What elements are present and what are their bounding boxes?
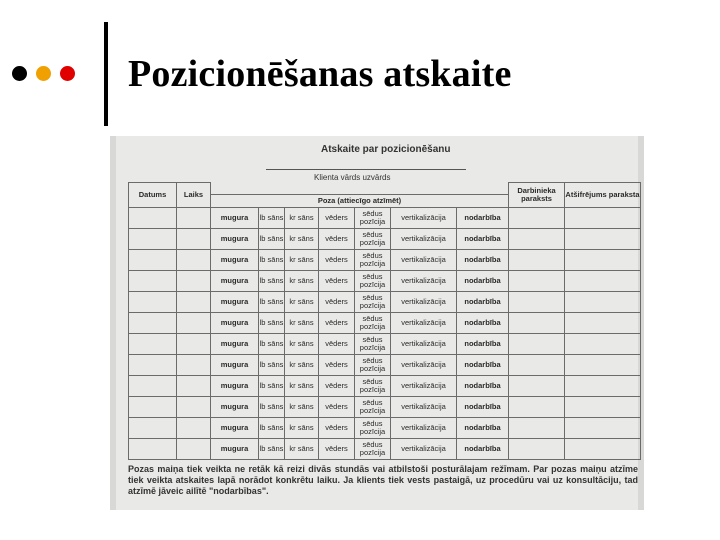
position-back-cell: mugura — [211, 396, 259, 417]
approver-signature-cell[interactable] — [565, 249, 641, 270]
position-left-side-cell: lb sāns — [259, 354, 285, 375]
header-spacer — [211, 183, 509, 195]
instruction-note: Pozas maiņa tiek veikta ne retāk kā reizi divās stundās vai atbilstoši posturālajam režīmam. Par pozas maiņu atzīme tiek veikta atskaites lapā norādot konkrētu laiku. Ja klients tiek vests pastaigā, uz procedūru vai uz konsultāciju, tad atzīmē jāveic ailītē "nodarbības". — [128, 464, 638, 496]
document-photo — [110, 136, 644, 510]
position-back-cell: mugura — [211, 333, 259, 354]
position-sitting-cell: sēdus pozīcija — [355, 291, 391, 312]
position-sitting-cell: sēdus pozīcija — [355, 270, 391, 291]
approver-signature-cell[interactable] — [565, 417, 641, 438]
position-stomach-cell: vēders — [319, 438, 355, 459]
position-right-side-cell: kr sāns — [285, 438, 319, 459]
verticalization-cell: vertikalizācija — [391, 312, 457, 333]
position-right-side-cell: kr sāns — [285, 375, 319, 396]
position-sitting-cell: sēdus pozīcija — [355, 396, 391, 417]
position-left-side-cell: lb sāns — [259, 312, 285, 333]
position-right-side-cell: kr sāns — [285, 270, 319, 291]
worker-signature-cell[interactable] — [509, 438, 565, 459]
time-cell[interactable] — [177, 333, 211, 354]
position-stomach-cell: vēders — [319, 291, 355, 312]
activity-cell: nodarbība — [457, 249, 509, 270]
verticalization-cell: vertikalizācija — [391, 396, 457, 417]
position-right-side-cell: kr sāns — [285, 228, 319, 249]
activity-cell: nodarbība — [457, 375, 509, 396]
table-row — [129, 312, 641, 333]
client-name-label: Klienta vārds uzvārds — [314, 173, 391, 182]
position-sitting-cell: sēdus pozīcija — [355, 228, 391, 249]
table-row — [129, 333, 641, 354]
verticalization-cell: vertikalizācija — [391, 438, 457, 459]
position-right-side-cell: kr sāns — [285, 249, 319, 270]
activity-cell: nodarbība — [457, 396, 509, 417]
table-row — [129, 438, 641, 459]
position-left-side-cell: lb sāns — [259, 249, 285, 270]
verticalization-cell: vertikalizācija — [391, 249, 457, 270]
position-back-cell: mugura — [211, 270, 259, 291]
worker-signature-cell[interactable] — [509, 270, 565, 291]
time-cell[interactable] — [177, 312, 211, 333]
orange-dot-icon — [36, 66, 51, 81]
activity-cell: nodarbība — [457, 291, 509, 312]
time-cell[interactable] — [177, 438, 211, 459]
position-back-cell: mugura — [211, 312, 259, 333]
date-cell[interactable] — [129, 207, 177, 228]
approver-signature-cell[interactable] — [565, 270, 641, 291]
position-sitting-cell: sēdus pozīcija — [355, 438, 391, 459]
red-dot-icon — [60, 66, 75, 81]
position-left-side-cell: lb sāns — [259, 375, 285, 396]
approver-signature-cell[interactable] — [565, 207, 641, 228]
position-left-side-cell: lb sāns — [259, 417, 285, 438]
table-row — [129, 417, 641, 438]
black-dot-icon — [12, 66, 27, 81]
verticalization-cell: vertikalizācija — [391, 354, 457, 375]
table-body — [129, 207, 641, 459]
header-time: Laiks — [177, 183, 211, 208]
approver-signature-cell[interactable] — [565, 291, 641, 312]
worker-signature-cell[interactable] — [509, 207, 565, 228]
table-row — [129, 291, 641, 312]
position-back-cell: mugura — [211, 249, 259, 270]
approver-signature-cell[interactable] — [565, 333, 641, 354]
worker-signature-cell[interactable] — [509, 249, 565, 270]
verticalization-cell: vertikalizācija — [391, 375, 457, 396]
table-row — [129, 375, 641, 396]
activity-cell: nodarbība — [457, 207, 509, 228]
position-right-side-cell: kr sāns — [285, 417, 319, 438]
activity-cell: nodarbība — [457, 333, 509, 354]
position-stomach-cell: vēders — [319, 375, 355, 396]
table-row — [129, 228, 641, 249]
header-position: Poza (attiecīgo atzīmēt) — [211, 194, 509, 207]
title-divider — [104, 22, 108, 126]
time-cell[interactable] — [177, 207, 211, 228]
client-name-line — [266, 169, 466, 170]
approver-signature-cell[interactable] — [565, 228, 641, 249]
position-right-side-cell: kr sāns — [285, 354, 319, 375]
position-left-side-cell: lb sāns — [259, 291, 285, 312]
position-left-side-cell: lb sāns — [259, 270, 285, 291]
date-cell[interactable] — [129, 228, 177, 249]
verticalization-cell: vertikalizācija — [391, 270, 457, 291]
verticalization-cell: vertikalizācija — [391, 417, 457, 438]
position-stomach-cell: vēders — [319, 270, 355, 291]
position-left-side-cell: lb sāns — [259, 228, 285, 249]
verticalization-cell: vertikalizācija — [391, 333, 457, 354]
position-sitting-cell: sēdus pozīcija — [355, 333, 391, 354]
time-cell[interactable] — [177, 291, 211, 312]
position-stomach-cell: vēders — [319, 333, 355, 354]
position-right-side-cell: kr sāns — [285, 312, 319, 333]
header-worker-signature: Darbinieka paraksts — [509, 183, 565, 208]
time-cell[interactable] — [177, 228, 211, 249]
time-cell[interactable] — [177, 375, 211, 396]
table-row — [129, 270, 641, 291]
worker-signature-cell[interactable] — [509, 228, 565, 249]
time-cell[interactable] — [177, 354, 211, 375]
worker-signature-cell[interactable] — [509, 354, 565, 375]
activity-cell: nodarbība — [457, 228, 509, 249]
position-back-cell: mugura — [211, 417, 259, 438]
time-cell[interactable] — [177, 417, 211, 438]
position-sitting-cell: sēdus pozīcija — [355, 375, 391, 396]
table-row — [129, 396, 641, 417]
position-right-side-cell: kr sāns — [285, 207, 319, 228]
activity-cell: nodarbība — [457, 438, 509, 459]
position-sitting-cell: sēdus pozīcija — [355, 417, 391, 438]
worker-signature-cell[interactable] — [509, 417, 565, 438]
position-left-side-cell: lb sāns — [259, 396, 285, 417]
approver-signature-cell[interactable] — [565, 375, 641, 396]
position-sitting-cell: sēdus pozīcija — [355, 249, 391, 270]
date-cell[interactable] — [129, 333, 177, 354]
slide-title: Pozicionēšanas atskaite — [128, 53, 512, 95]
approver-signature-cell[interactable] — [565, 312, 641, 333]
position-stomach-cell: vēders — [319, 396, 355, 417]
document-sheet — [116, 136, 638, 510]
position-back-cell: mugura — [211, 354, 259, 375]
position-stomach-cell: vēders — [319, 207, 355, 228]
worker-signature-cell[interactable] — [509, 396, 565, 417]
verticalization-cell: vertikalizācija — [391, 228, 457, 249]
position-right-side-cell: kr sāns — [285, 333, 319, 354]
activity-cell: nodarbība — [457, 312, 509, 333]
positioning-table — [128, 182, 641, 460]
activity-cell: nodarbība — [457, 417, 509, 438]
position-back-cell: mugura — [211, 375, 259, 396]
table-row — [129, 354, 641, 375]
approver-signature-cell[interactable] — [565, 438, 641, 459]
header-approver-signature: Atšifrējums paraksta — [565, 183, 641, 208]
position-back-cell: mugura — [211, 228, 259, 249]
worker-signature-cell[interactable] — [509, 333, 565, 354]
activity-cell: nodarbība — [457, 270, 509, 291]
worker-signature-cell[interactable] — [509, 312, 565, 333]
header-date: Datums — [129, 183, 177, 208]
position-stomach-cell: vēders — [319, 249, 355, 270]
date-cell[interactable] — [129, 270, 177, 291]
worker-signature-cell[interactable] — [509, 375, 565, 396]
date-cell[interactable] — [129, 438, 177, 459]
position-back-cell: mugura — [211, 438, 259, 459]
position-right-side-cell: kr sāns — [285, 291, 319, 312]
verticalization-cell: vertikalizācija — [391, 291, 457, 312]
date-cell[interactable] — [129, 417, 177, 438]
verticalization-cell: vertikalizācija — [391, 207, 457, 228]
position-sitting-cell: sēdus pozīcija — [355, 207, 391, 228]
position-sitting-cell: sēdus pozīcija — [355, 354, 391, 375]
position-left-side-cell: lb sāns — [259, 333, 285, 354]
time-cell[interactable] — [177, 396, 211, 417]
position-left-side-cell: lb sāns — [259, 438, 285, 459]
date-cell[interactable] — [129, 354, 177, 375]
activity-cell: nodarbība — [457, 354, 509, 375]
table-row — [129, 207, 641, 228]
date-cell[interactable] — [129, 375, 177, 396]
position-back-cell: mugura — [211, 291, 259, 312]
position-right-side-cell: kr sāns — [285, 396, 319, 417]
time-cell[interactable] — [177, 270, 211, 291]
document-title: Atskaite par pozicionēšanu — [321, 144, 451, 155]
table-row — [129, 249, 641, 270]
position-back-cell: mugura — [211, 207, 259, 228]
worker-signature-cell[interactable] — [509, 291, 565, 312]
position-stomach-cell: vēders — [319, 417, 355, 438]
date-cell[interactable] — [129, 249, 177, 270]
time-cell[interactable] — [177, 249, 211, 270]
date-cell[interactable] — [129, 291, 177, 312]
position-stomach-cell: vēders — [319, 354, 355, 375]
position-sitting-cell: sēdus pozīcija — [355, 312, 391, 333]
approver-signature-cell[interactable] — [565, 396, 641, 417]
position-stomach-cell: vēders — [319, 312, 355, 333]
bullet-dots — [12, 66, 75, 81]
position-stomach-cell: vēders — [319, 228, 355, 249]
position-left-side-cell: lb sāns — [259, 207, 285, 228]
date-cell[interactable] — [129, 312, 177, 333]
approver-signature-cell[interactable] — [565, 354, 641, 375]
date-cell[interactable] — [129, 396, 177, 417]
